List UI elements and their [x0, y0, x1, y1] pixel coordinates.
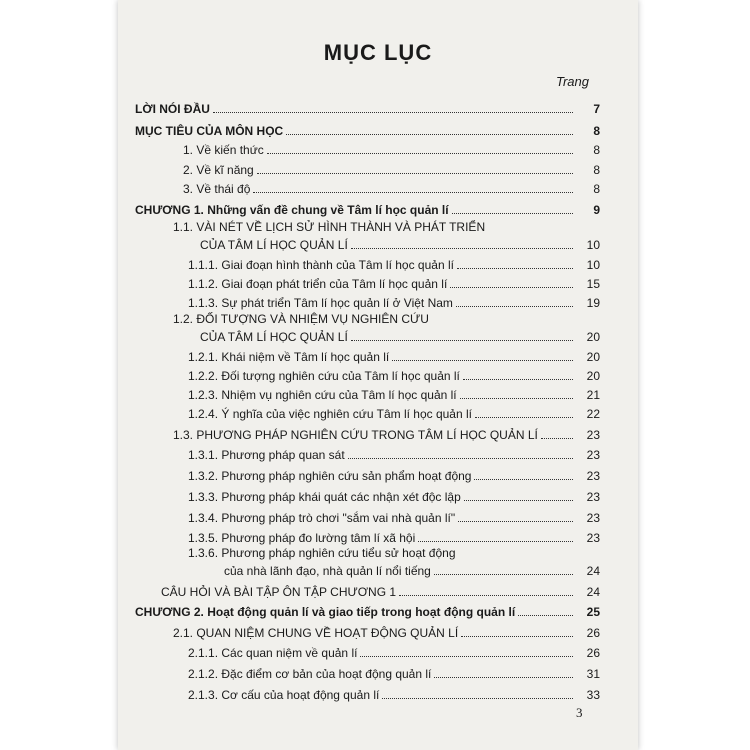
toc-entry-chuong-2: CHƯƠNG 2. Hoạt động quản lí và giao tiếp trong hoạt động quản lí 25: [135, 605, 600, 619]
toc-entry-chuong-1: CHƯƠNG 1. Những vấn đề chung về Tâm lí học quản lí 9: [135, 203, 600, 217]
toc-entry-1-2-2: 1.2.2. Đối tượng nghiên cứu của Tâm lí học quản lí 20: [188, 369, 600, 383]
page-number: 3: [576, 705, 583, 720]
book-page: [118, 0, 638, 750]
toc-entry-ve-thai-do: 3. Về thái độ 8: [183, 182, 600, 196]
toc-entry-1-2-line1: 1.2. ĐỐI TƯỢNG VÀ NHIỆM VỤ NGHIÊN CỨU: [173, 312, 429, 326]
toc-entry-1-1: CỦA TÂM LÍ HỌC QUẢN LÍ 10: [200, 238, 600, 252]
toc-entry-1-2-1: 1.2.1. Khái niệm về Tâm lí học quản lí 20: [188, 350, 600, 364]
toc-entry-muc-tieu: MỤC TIÊU CỦA MÔN HỌC 8: [135, 124, 600, 138]
toc-entry-1-3-5: 1.3.5. Phương pháp đo lường tâm lí xã hội 23: [188, 531, 600, 545]
page-title: MỤC LỤC: [323, 40, 433, 65]
toc-entry-1-1-1: 1.1.1. Giai đoạn hình thành của Tâm lí học quản lí 10: [188, 258, 600, 272]
toc-entry-ve-kien-thuc: 1. Về kiến thức 8: [183, 143, 600, 157]
toc-entry-1-1-3: 1.1.3. Sự phát triển Tâm lí học quản lí ở Việt Nam 19: [188, 296, 600, 310]
toc-entry-1-2-4: 1.2.4. Ý nghĩa của việc nghiên cứu Tâm lí học quản lí 22: [188, 407, 600, 421]
toc-entry-2-1-1: 2.1.1. Các quan niệm về quản lí 26: [188, 646, 600, 660]
page-column-label: Trang: [556, 74, 589, 89]
toc-entry-2-1: 2.1. QUAN NIỆM CHUNG VỀ HOẠT ĐỘNG QUẢN LÍ 26: [173, 626, 600, 640]
toc-entry-1-3: 1.3. PHƯƠNG PHÁP NGHIÊN CỨU TRONG TÂM LÍ HỌC QUẢN LÍ 23: [173, 428, 600, 442]
toc-entry-cau-hoi-chuong-1: CÂU HỎI VÀ BÀI TẬP ÔN TẬP CHƯƠNG 1 24: [161, 585, 600, 599]
toc-entry-1-1-line1: 1.1. VÀI NÉT VỀ LỊCH SỬ HÌNH THÀNH VÀ PHÁT TRIỂN: [173, 220, 486, 234]
toc-entry-1-3-4: 1.3.4. Phương pháp trò chơi "sắm vai nhà quản lí" 23: [188, 511, 600, 525]
toc-entry-1-3-6: của nhà lãnh đạo, nhà quản lí nổi tiếng 24: [224, 564, 600, 578]
toc-entry-1-3-2: 1.3.2. Phương pháp nghiên cứu sản phẩm hoạt động 23: [188, 469, 600, 483]
toc-entry-loi-noi-dau: LỜI NÓI ĐẦU 7: [135, 102, 600, 116]
toc-entry-1-2-3: 1.2.3. Nhiệm vụ nghiên cứu của Tâm lí học quản lí 21: [188, 388, 600, 402]
toc-entry-1-3-6-line1: 1.3.6. Phương pháp nghiên cứu tiểu sử hoạt động: [188, 546, 456, 560]
toc-entry-1-3-3: 1.3.3. Phương pháp khái quát các nhận xét độc lập 23: [188, 490, 600, 504]
toc-entry-2-1-2: 2.1.2. Đặc điểm cơ bản của hoạt động quản lí 31: [188, 667, 600, 681]
toc-entry-1-3-1: 1.3.1. Phương pháp quan sát 23: [188, 448, 600, 462]
toc-entry-1-2: CỦA TÂM LÍ HỌC QUẢN LÍ 20: [200, 330, 600, 344]
toc-entry-ve-ki-nang: 2. Về kĩ năng 8: [183, 163, 600, 177]
toc-entry-1-1-2: 1.1.2. Giai đoạn phát triển của Tâm lí học quản lí 15: [188, 277, 600, 291]
toc-entry-2-1-3: 2.1.3. Cơ cấu của hoạt động quản lí 33: [188, 688, 600, 702]
